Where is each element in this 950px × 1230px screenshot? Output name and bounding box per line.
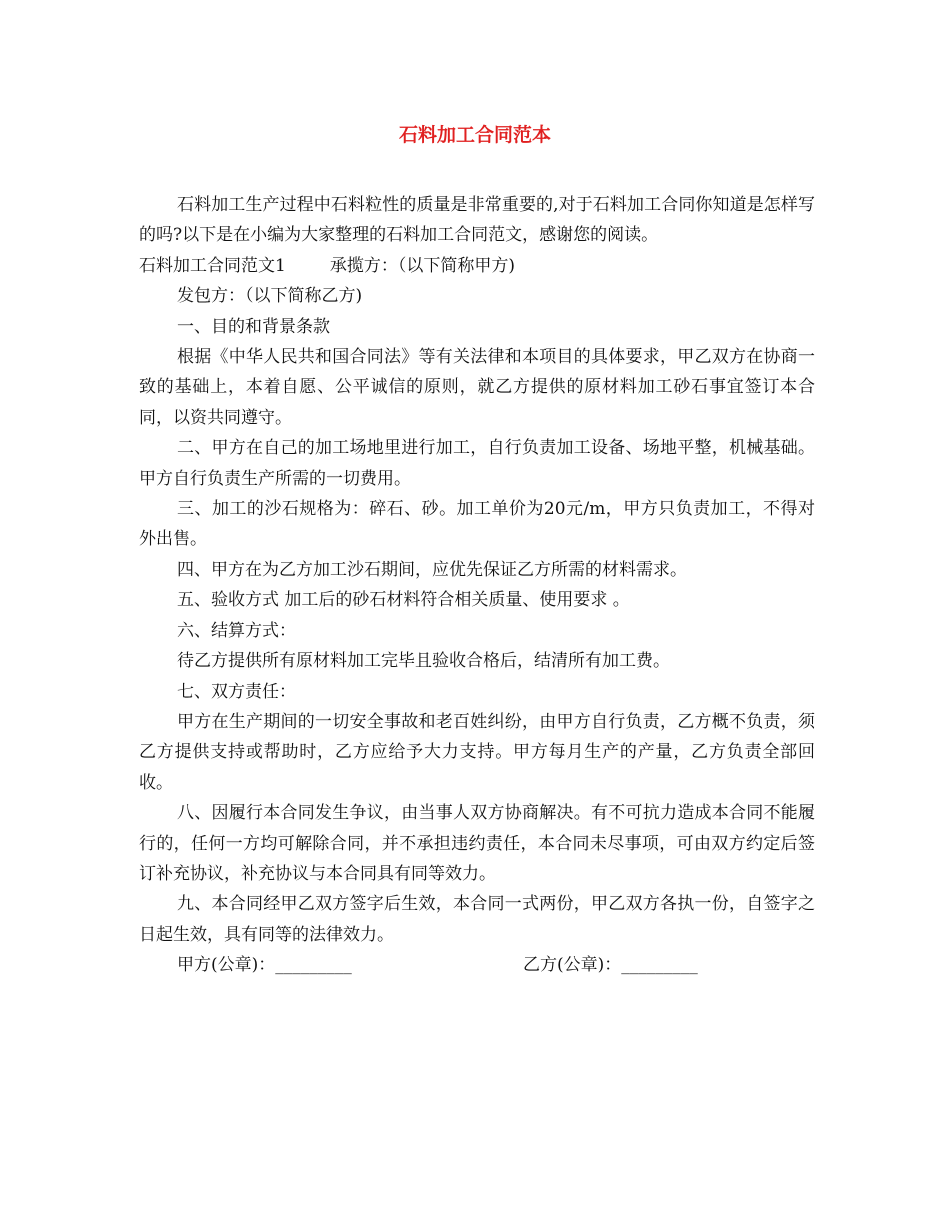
clause-3: 三、加工的沙石规格为：碎石、砂。加工单价为20元/m，甲方只负责加工，不得对外出售。 [139, 499, 815, 550]
clause-1-heading: 一、目的和背景条款 [177, 316, 330, 337]
clause-6-body: 待乙方提供所有原材料加工完毕且验收合格后，结清所有加工费。 [177, 651, 670, 672]
signature-party-a: 甲方(公章)：_________ [177, 955, 352, 976]
clause-9: 九、本合同经甲乙双方签字后生效，本合同一式两份，甲乙双方各执一份，自签字之日起生效，具有同等的法律效力。 [139, 894, 815, 945]
client-party: 发包方：（以下简称乙方) [177, 286, 363, 307]
intro-paragraph: 石料加工生产过程中石料粒性的质量是非常重要的,对于石料加工合同你知道是怎样写的吗?以下是在小编为大家整理的石料加工合同范文，感谢您的阅读。 [139, 195, 815, 246]
contract-heading-line [139, 251, 815, 281]
clause-1-body: 根据《中华人民共和国合同法》等有关法律和本项目的具体要求，甲乙双方在协商一致的基础上，本着自愿、公平诚信的原则，就乙方提供的原材料加工砂石事宜签订本合同，以资共同遵守。 [139, 347, 815, 428]
clause-8: 八、因履行本合同发生争议，由当事人双方协商解决。有不可抗力造成本合同不能履行的，任何一方均可解除合同，并不承担违约责任，本合同未尽事项，可由双方约定后签订补充协议，补充协议与本合同具有同等效力。 [139, 803, 815, 884]
document-title: 石料加工合同范本 [398, 124, 551, 146]
clause-6-heading: 六、结算方式： [177, 620, 296, 641]
clause-5: 五、验收方式 加工后的砂石材料符合相关质量、使用要求 。 [177, 590, 630, 611]
document-body [139, 190, 815, 981]
clause-7-body: 甲方在生产期间的一切安全事故和老百姓纠纷，由甲方自行负责，乙方概不负责，须乙方提供支持或帮助时，乙方应给予大力支持。甲方每月生产的产量，乙方负责全部回收。 [139, 711, 815, 793]
contractor-party: 承揽方：（以下简称甲方) [329, 255, 515, 276]
clause-2: 二、甲方在自己的加工场地里进行加工，自行负责加工设备、场地平整，机械基础。甲方自行负责生产所需的一切费用。 [139, 438, 815, 489]
signature-row [139, 950, 815, 980]
clause-7-heading: 七、双方责任： [177, 681, 296, 702]
signature-party-b: 乙方(公章)：_________ [523, 955, 698, 976]
contract-heading: 石料加工合同范文1 [139, 255, 286, 276]
clause-4: 四、甲方在为乙方加工沙石期间，应优先保证乙方所需的材料需求。 [177, 559, 687, 580]
